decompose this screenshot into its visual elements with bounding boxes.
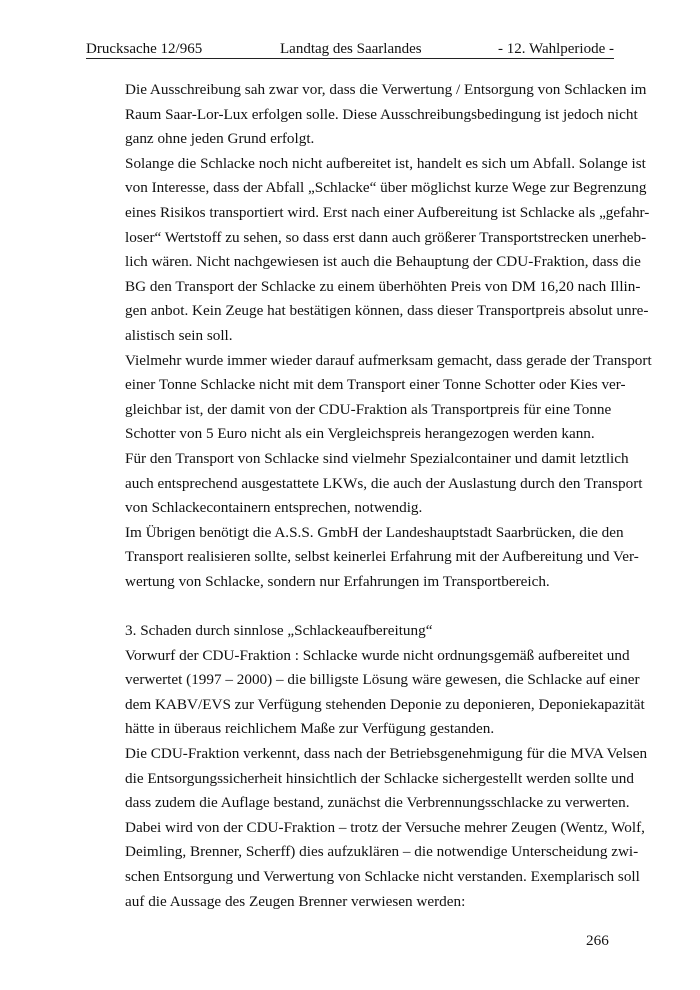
text-line: Vielmehr wurde immer wieder darauf aufmerksam gemacht, dass gerade der Transport [125, 351, 652, 369]
text-line: eines Risikos transportiert wird. Erst nach einer Aufbereitung ist Schlacke als „gefahr- [125, 203, 650, 221]
text-line: Schotter von 5 Euro nicht als ein Vergleichspreis herangezogen werden kann. [125, 425, 595, 443]
text-line: die Entsorgungssicherheit hinsichtlich der Schlacke sichergestellt werden sollte und [125, 769, 634, 787]
text-line: gen anbot. Kein Zeuge hat bestätigen können, dass dieser Transportpreis absolut unre- [125, 302, 649, 320]
text-line: Die CDU-Fraktion verkennt, dass nach der Betriebsgenehmigung für die MVA Velsen [125, 745, 648, 763]
text-line: Vorwurf der CDU-Fraktion : Schlacke wurde nicht ordnungsgemäß aufbereitet und [125, 646, 630, 664]
text-line: Solange die Schlacke noch nicht aufbereitet ist, handelt es sich um Abfall. Solange ist [125, 154, 646, 172]
text-line: auch entsprechend ausgestattete LKWs, die auch der Auslastung durch den Transport [125, 474, 643, 492]
text-line: von Schlackecontainern entsprechen, notwendig. [125, 499, 423, 517]
text-line: BG den Transport der Schlacke zu einem überhöhten Preis von DM 16,20 nach Illin- [125, 277, 641, 295]
text-line: dem KABV/EVS zur Verfügung stehenden Deponie zu deponieren, Deponiekapazität [125, 695, 645, 713]
text-line: auf die Aussage des Zeugen Brenner verwiesen werden: [125, 892, 466, 910]
text-line: alistisch sein soll. [125, 326, 233, 344]
text-line: Raum Saar-Lor-Lux erfolgen solle. Diese Ausschreibungsbedingung ist jedoch nicht [125, 105, 638, 123]
text-line: loser“ Wertstoff zu sehen, so dass erst dann auch größerer Transportstrecken unerheb- [125, 228, 647, 246]
page-number: 266 [586, 932, 609, 949]
text-line: Im Übrigen benötigt die A.S.S. GmbH der Landeshauptstadt Saarbrücken, die den [125, 523, 624, 541]
parliament-name: Landtag des Saarlandes [280, 41, 422, 57]
page-header [86, 38, 614, 59]
text-line: ganz ohne jeden Grund erfolgt. [125, 130, 315, 148]
text-line: 3. Schaden durch sinnlose „Schlackeaufbereitung“ [125, 622, 433, 640]
text-line: Die Ausschreibung sah zwar vor, dass die Verwertung / Entsorgung von Schlacken im [125, 81, 647, 98]
document-number: Drucksache 12/965 [86, 41, 203, 57]
text-line: lich wären. Nicht nachgewiesen ist auch die Behauptung der CDU-Fraktion, dass die [125, 253, 641, 271]
text-line: hätte in überaus reichlichem Maße zur Verfügung gestanden. [125, 720, 495, 738]
text-line: wertung von Schlacke, sondern nur Erfahrungen im Transportbereich. [125, 572, 550, 590]
text-line: von Interesse, dass der Abfall „Schlacke“ über möglichst kurze Wege zur Begrenzung [125, 179, 647, 197]
text-line: schen Entsorgung und Verwertung von Schlacke nicht verstanden. Exemplarisch soll [125, 868, 640, 885]
text-line: Dabei wird von der CDU-Fraktion – trotz der Versuche mehrer Zeugen (Wentz, Wolf, [125, 818, 645, 836]
blank-line [125, 594, 625, 619]
text-line: verwertet (1997 – 2000) – die billigste Lösung wäre gewesen, die Schlacke auf einer [125, 671, 640, 689]
text-line: gleichbar ist, der damit von der CDU-Fraktion als Transportpreis für eine Tonne [125, 400, 612, 418]
text-line: Für den Transport von Schlacke sind vielmehr Spezialcontainer und damit letztlich [125, 449, 629, 467]
text-line: Transport realisieren sollte, selbst keinerlei Erfahrung mit der Aufbereitung und Ver- [125, 548, 639, 566]
body-text [125, 78, 652, 914]
text-line: dass zudem die Auflage bestand, zunächst die Verbrennungsschlacke zu verwerten. [125, 794, 630, 812]
legislative-period: - 12. Wahlperiode - [498, 41, 614, 57]
text-line: einer Tonne Schlacke nicht mit dem Transport einer Tonne Schotter oder Kies ver- [125, 376, 626, 394]
text-line: Deimling, Brenner, Scherff) dies aufzuklären – die notwendige Unterscheidung zwi- [125, 843, 639, 861]
